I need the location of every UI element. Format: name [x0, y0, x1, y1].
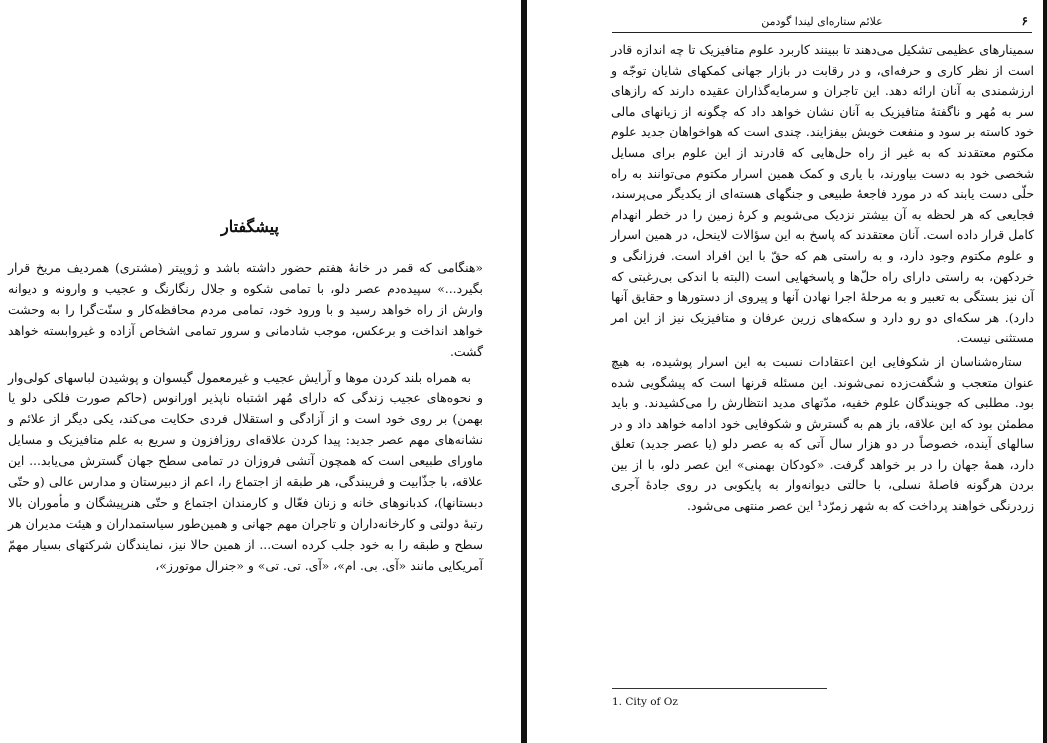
left-body-text [8, 258, 483, 577]
paragraph: ستاره‌شناسان از شکوفایی این اعتقادات نسبت به این اسرار پوشیده، به هیچ عنوان متعجب و شگفت‌زده نمی‌شوند. این مسئله قرنها است که پیشگویی شده بود. مطلبی که جویندگان علوم خفیه، مدّتهای مدید انتظارش را می‌کشیدند. و باید مطمئن بود که این علاقه، باز هم به گسترش و شکوفایی خود ادامه خواهد داد و در سالهای آینده، خصوصاً در دو هزار سال آتی که به عصر دلو (یا عصر جدید) تعلق دارد، همهٔ جهان را در بر خواهد گرفت. «کودکان بهمنی» این عصر دلو، با از بین بردن هرگونه فاصلهٔ نسلی، با حالتی دیوانه‌وار به پایکوبی در روی جادهٔ آجری زردرنگی خواهند پرداخت که به شهر زمرّد¹ این عصر منتهی می‌شود. [611, 353, 1034, 514]
page-edge [1043, 0, 1047, 743]
footnote: 1. City of Oz [612, 696, 678, 708]
footnote-rule [612, 688, 827, 689]
running-title: علائم ستاره‌ای لیندا گودمن [761, 15, 883, 28]
preface-title: پیشگفتار [221, 217, 279, 236]
running-header [612, 12, 1032, 33]
paragraph: سمینارهای عظیمی تشکیل می‌دهند تا ببینند کاربرد علوم متافیزیک تا چه اندازه قادر است از نظر کاری و حرفه‌ای، و در رقابت در بازار جهانی کمکهای شایان توجّه و ارزشمندی به آنان ارائه دهد. این تاجران و سرمایه‌گذاران عقیده دارند که رازهای سر به مُهر و ناگفتهٔ متافیزیک به آنان نشان خواهد داد که چگونه از زیانهای مالی خود کاسته بر سود و منفعت خویش بیفزایند. چندی است که هواخواهان جدید علوم مکتوم معتقدند که به غیر از راه حل‌هایی که قادرند از این علوم برای مسایل شخصی خود به دست بیاورند، با یاری و کمک همین اسرار مکتوم می‌توانند به راه حلّی دست یابند که در مورد فاجعهٔ طبیعی و جنگهای هسته‌ای از یکدیگر می‌پرسند، فجایعی که هر لحظه به آن بیشتر نزدیک می‌شویم و کرهٔ زمین را در خطر انهدام کامل قرار داده است. آنان معتقدند که پاسخ به این سؤالات لاینحل، در همین اسرار و علوم مکتوم وجود دارد، و به راستی هم که حقّ با این افراد است. فرزانگی و خردکهن، به راستی دارای راه حلّ‌ها و پاسخهایی است (البته با اندکی بی‌رغبتی که آن نیز بستگی به تعبیر و به مرحلهٔ اجرا نهادن آنها و پیروی از دستورها و حقایق آنها دارد). هر سکه‌ای دو رو دارد و سکه‌های زرین عرفان و متافیزیک نیز از این امر مستثنی نیست. [611, 42, 1034, 346]
page-number: ۶ [1021, 14, 1028, 28]
right-page [527, 0, 1047, 743]
paragraph: به همراه بلند کردن موها و آرایش عجیب و غیرمعمول گیسوان و پوشیدن لباسهای کولی‌وار و نحوه‌های عجیب زندگی که دارای مُهر اشتباه ناپذیر اورانوس (حاکم صورت فلکی دلو یا بهمن) بر روی خود است و از آزادگی و استقلال فردی حکایت می‌کند، یکی دیگر از علائم و نشانه‌های مهم عصر جدید: پیدا کردن علاقه‌ای روزافزون و سریع به علم متافیزیک و مسایل ماورای طبیعی است که همچون آتشی فروزان در تمامی سطح جهان گسترش می‌یابد... این علاقه، با جذّابیت و فریبندگی، هر طبقه از اجتماع را، اعم از دبیرستان و مدارس عالی (و حتّی دبستانها)، کدبانوهای خانه و زنان فعّال و کارمندان اجتماع و حتّی هنرپیشگان و مأموران بالا رتبهٔ دولتی و کارخانه‌داران و تاجران مهم جهانی و همین‌طور سیاستمداران و هیئت مدیران هر سطح و طبقه را به خود جلب کرده است... از همین حالا نیز، نمایندگان شرکتهای بسیار مهمّ آمریکایی مانند «آی. بی. ام»، «آی. تی. تی» و «جنرال موتورز»، [8, 369, 483, 573]
left-page [0, 0, 523, 743]
right-body-text [611, 40, 1034, 517]
paragraph: «هنگامی که قمر در خانهٔ هفتم حضور داشته باشد و ژوپیتر (مشتری) همردیف مریخ قرار بگیرد...» سپیده‌دم عصر دلو، با تمامی شکوه و جلال رنگارنگ و عجیب و وارونه و دیوانه وارش از راه خواهد رسید و با ورود خود، تمامی مردم محافظه‌کار و سنّت‌گرا را به وحشت خواهد انداخت و برعکس، موجب شادمانی و سرور تمامی اشخاص آزاده و غیروابسته خواهد گشت. [8, 260, 483, 359]
